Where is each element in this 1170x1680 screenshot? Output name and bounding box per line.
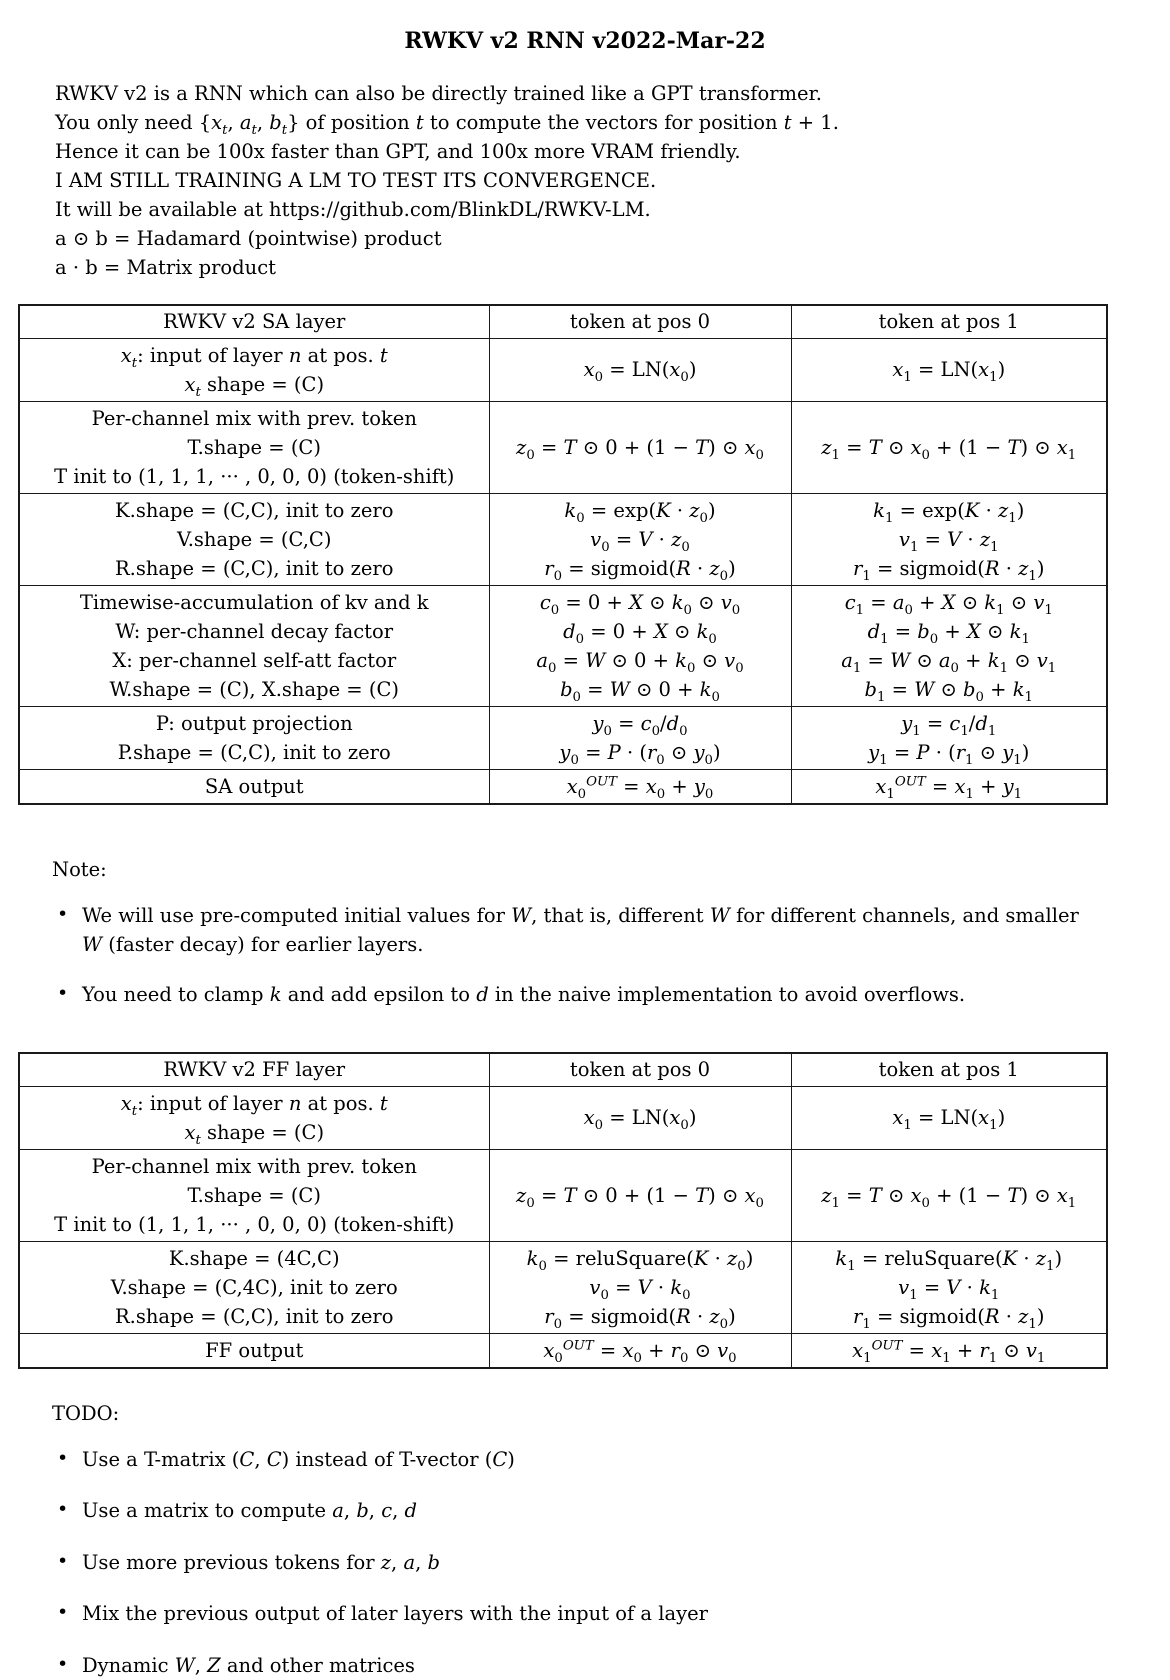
ff-row-output — [19, 1333, 1107, 1368]
formula-line: $y_0 = c_0/d_0$ — [494, 709, 787, 738]
desc-line: P: output projection — [24, 709, 485, 738]
formula-line: $y_1 = c_1/d_1$ — [796, 709, 1103, 738]
sa-kvr-pos0 — [489, 493, 791, 585]
formula-line: $c_0 = 0 + X$ ⊙ $k_0$ ⊙ $v_0$ — [494, 588, 787, 617]
formula-line: $v_1 = V \cdot k_1$ — [796, 1273, 1103, 1302]
formula-line: $z_1 = T$ ⊙ $x_0 + (1 - T)$ ⊙ $x_1$ — [796, 433, 1103, 462]
ff-kvr-pos1 — [791, 1241, 1107, 1333]
ff-header-pos1: token at pos 1 — [791, 1053, 1107, 1086]
formula-line: $d_1 = b_0 + X$ ⊙ $k_1$ — [796, 617, 1103, 646]
ff-output-desc — [19, 1333, 489, 1368]
desc-line: $x_t$: input of layer n at pos. t — [24, 1089, 485, 1118]
formula-line: $a_1 = W$ ⊙ $a_0 + k_1$ ⊙ $v_1$ — [796, 646, 1103, 675]
formula-line: $b_0 = W$ ⊙ $0 + k_0$ — [494, 675, 787, 704]
formula-line: $z_0 = T$ ⊙ 0 + (1 − T) ⊙ $x_0$ — [494, 1181, 787, 1210]
ff-output-pos1 — [791, 1333, 1107, 1368]
sa-header-pos0: token at pos 0 — [489, 305, 791, 338]
sa-mix-pos0 — [489, 401, 791, 493]
todo-heading: TODO: — [52, 1399, 1170, 1428]
desc-line: K.shape = (4C,C) — [24, 1244, 485, 1273]
sa-row-input — [19, 338, 1107, 401]
desc-line: Timewise-accumulation of kv and k — [24, 588, 485, 617]
ff-kvr-desc — [19, 1241, 489, 1333]
formula-line: $k_0$ = reluSquare(K · $z_0$) — [494, 1244, 787, 1273]
formula-line: $z_1 = T$ ⊙ $x_0 + (1 - T)$ ⊙ $x_1$ — [796, 1181, 1103, 1210]
intro-line: You only need {$x_t$, $a_t$, $b_t$} of position t to compute the vectors for position t + 1. — [55, 108, 1170, 137]
note-item: • We will use pre-computed initial values for W, that is, different W for different channels, and smaller W (faster decay) for earlier layers. — [55, 901, 1100, 960]
formula-line: $x_1^{OUT} = x_1 + y_1$ — [796, 772, 1103, 801]
formula-line: $v_0 = V \cdot k_0$ — [494, 1273, 787, 1302]
sa-input-pos0 — [489, 338, 791, 401]
desc-line: $x_t$: input of layer n at pos. t — [24, 341, 485, 370]
formula-line: $y_0 = P \cdot (r_0$ ⊙ $y_0$) — [494, 738, 787, 767]
intro-line: I AM STILL TRAINING A LM TO TEST ITS CONVERGENCE. — [55, 166, 1170, 195]
intro-paragraph — [55, 79, 1170, 282]
formula-line: $b_1 = W$ ⊙ $b_0 + k_1$ — [796, 675, 1103, 704]
todo-item: • Use more previous tokens for z, a, b — [55, 1548, 1100, 1578]
formula-line: $y_1 = P \cdot (r_1$ ⊙ $y_1$) — [796, 738, 1103, 767]
ff-layer-table — [18, 1052, 1108, 1369]
desc-line: P.shape = (C,C), init to zero — [24, 738, 485, 767]
intro-line-matrix: a · b = Matrix product — [55, 253, 1170, 282]
desc-line: $x_t$ shape = (C) — [24, 1118, 485, 1147]
desc-line: $x_t$ shape = (C) — [24, 370, 485, 399]
sa-header-row — [19, 305, 1107, 338]
formula-line: $k_1$ = reluSquare(K · $z_1$) — [796, 1244, 1103, 1273]
ff-mix-pos0 — [489, 1149, 791, 1241]
desc-line: FF output — [24, 1336, 485, 1365]
desc-line: T init to (1, 1, 1, ··· , 0, 0, 0) (token-shift) — [24, 1210, 485, 1239]
ff-output-pos0 — [489, 1333, 791, 1368]
ff-input-pos0 — [489, 1086, 791, 1149]
desc-line: K.shape = (C,C), init to zero — [24, 496, 485, 525]
formula-line: $r_1$ = sigmoid(R · $z_1$) — [796, 1302, 1103, 1331]
note-list — [55, 901, 1100, 1010]
sa-layer-table — [18, 304, 1108, 805]
desc-line: V.shape = (C,4C), init to zero — [24, 1273, 485, 1302]
intro-line: Hence it can be 100x faster than GPT, and 100x more VRAM friendly. — [55, 137, 1170, 166]
formula-line: $v_1 = V \cdot z_1$ — [796, 525, 1103, 554]
desc-line: W.shape = (C), X.shape = (C) — [24, 675, 485, 704]
ff-kvr-pos0 — [489, 1241, 791, 1333]
note-heading: Note: — [52, 855, 1170, 884]
sa-header-pos1: token at pos 1 — [791, 305, 1107, 338]
formula-line: $d_0 = 0 + X$ ⊙ $k_0$ — [494, 617, 787, 646]
sa-header-layer: RWKV v2 SA layer — [19, 305, 489, 338]
ff-mix-pos1 — [791, 1149, 1107, 1241]
desc-line: W: per-channel decay factor — [24, 617, 485, 646]
ff-header-pos0: token at pos 0 — [489, 1053, 791, 1086]
note-item: • You need to clamp k and add epsilon to d in the naive implementation to avoid overflows. — [55, 980, 1100, 1010]
todo-item: • Dynamic W, Z and other matrices — [55, 1651, 1100, 1680]
formula-line: $z_0 = T$ ⊙ 0 + (1 − T) ⊙ $x_0$ — [494, 433, 787, 462]
desc-line: T init to (1, 1, 1, ··· , 0, 0, 0) (token-shift) — [24, 462, 485, 491]
formula-line: $r_0$ = sigmoid(R · $z_0$) — [494, 554, 787, 583]
sa-row-output — [19, 769, 1107, 804]
sa-row-accumulation — [19, 585, 1107, 706]
formula-line: $r_1$ = sigmoid(R · $z_1$) — [796, 554, 1103, 583]
desc-line: SA output — [24, 772, 485, 801]
ff-header-layer: RWKV v2 FF layer — [19, 1053, 489, 1086]
ff-row-kvr — [19, 1241, 1107, 1333]
desc-line: T.shape = (C) — [24, 1181, 485, 1210]
ff-header-row — [19, 1053, 1107, 1086]
intro-line-hadamard: a ⊙ b = Hadamard (pointwise) product — [55, 224, 1170, 253]
sa-proj-pos1 — [791, 706, 1107, 769]
formula-line: $a_0 = W$ ⊙ $0 + k_0$ ⊙ $v_0$ — [494, 646, 787, 675]
sa-mix-desc — [19, 401, 489, 493]
sa-input-desc — [19, 338, 489, 401]
intro-line-url: It will be available at https://github.com/BlinkDL/RWKV-LM. — [55, 195, 1170, 224]
sa-proj-pos0 — [489, 706, 791, 769]
todo-item: • Use a matrix to compute a, b, c, d — [55, 1496, 1100, 1526]
formula-line: $x_1 = LN(x_1)$ — [796, 1103, 1103, 1132]
formula-line: $v_0 = V \cdot z_0$ — [494, 525, 787, 554]
todo-item: • Mix the previous output of later layers with the input of a layer — [55, 1599, 1100, 1629]
ff-input-pos1 — [791, 1086, 1107, 1149]
sa-kvr-pos1 — [791, 493, 1107, 585]
ff-row-input — [19, 1086, 1107, 1149]
desc-line: R.shape = (C,C), init to zero — [24, 1302, 485, 1331]
desc-line: T.shape = (C) — [24, 433, 485, 462]
sa-accum-pos1 — [791, 585, 1107, 706]
formula-line: $x_0 = LN(x_0)$ — [494, 1103, 787, 1132]
sa-accum-pos0 — [489, 585, 791, 706]
sa-kvr-desc — [19, 493, 489, 585]
sa-accum-desc — [19, 585, 489, 706]
sa-output-desc — [19, 769, 489, 804]
sa-row-kvr — [19, 493, 1107, 585]
formula-line: $x_0^{OUT} = x_0 + y_0$ — [494, 772, 787, 801]
formula-line: $k_1 = \exp(K \cdot z_1)$ — [796, 496, 1103, 525]
desc-line: Per-channel mix with prev. token — [24, 404, 485, 433]
sa-output-pos1 — [791, 769, 1107, 804]
formula-line: $r_0$ = sigmoid(R · $z_0$) — [494, 1302, 787, 1331]
sa-proj-desc — [19, 706, 489, 769]
formula-line: $x_1 = LN(x_1)$ — [796, 355, 1103, 384]
todo-item: • Use a T-matrix (C, C) instead of T-vector (C) — [55, 1445, 1100, 1475]
sa-row-mix — [19, 401, 1107, 493]
desc-line: R.shape = (C,C), init to zero — [24, 554, 485, 583]
ff-mix-desc — [19, 1149, 489, 1241]
ff-row-mix — [19, 1149, 1107, 1241]
formula-line: $k_0 = \exp(K \cdot z_0)$ — [494, 496, 787, 525]
sa-input-pos1 — [791, 338, 1107, 401]
page-title: RWKV v2 RNN v2022-Mar-22 — [0, 0, 1170, 54]
formula-line: $x_1^{OUT} = x_1 + r_1$ ⊙ $v_1$ — [796, 1336, 1103, 1365]
sa-row-projection — [19, 706, 1107, 769]
desc-line: V.shape = (C,C) — [24, 525, 485, 554]
formula-line: $x_0^{OUT} = x_0 + r_0$ ⊙ $v_0$ — [494, 1336, 787, 1365]
desc-line: Per-channel mix with prev. token — [24, 1152, 485, 1181]
sa-mix-pos1 — [791, 401, 1107, 493]
formula-line: $c_1 = a_0 + X$ ⊙ $k_1$ ⊙ $v_1$ — [796, 588, 1103, 617]
todo-list — [55, 1445, 1100, 1680]
sa-output-pos0 — [489, 769, 791, 804]
intro-line: RWKV v2 is a RNN which can also be directly trained like a GPT transformer. — [55, 79, 1170, 108]
ff-input-desc — [19, 1086, 489, 1149]
desc-line: X: per-channel self-att factor — [24, 646, 485, 675]
formula-line: $x_0 = LN(x_0)$ — [494, 355, 787, 384]
